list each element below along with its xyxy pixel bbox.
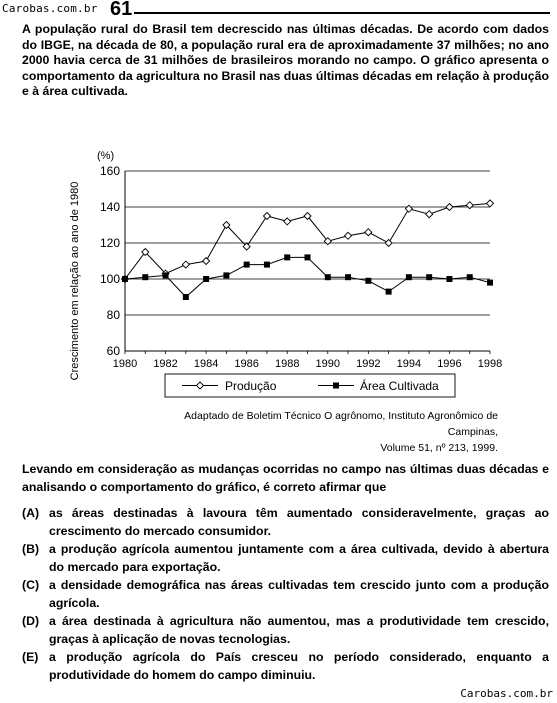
point-area-cultivada <box>264 262 270 268</box>
point-area-cultivada <box>284 254 290 260</box>
point-producao <box>284 218 291 225</box>
x-tick-label: 1986 <box>234 358 259 370</box>
line-chart <box>60 140 510 410</box>
point-area-cultivada <box>467 274 473 280</box>
point-area-cultivada <box>446 276 452 282</box>
source-line-1: Adaptado de Boletim Técnico O agrônomo, Instituto Agronômico de Campinas, <box>184 410 498 438</box>
point-area-cultivada <box>345 274 351 280</box>
unit-label: (%) <box>97 150 115 162</box>
point-area-cultivada <box>365 278 371 284</box>
legend-label-area-cultivada: Área Cultivada <box>360 379 439 393</box>
chart-source <box>150 408 498 456</box>
option-letter: (B) <box>22 542 40 556</box>
point-area-cultivada <box>122 276 128 282</box>
option-e[interactable] <box>22 649 549 684</box>
y-axis-title: Crescimento em relação ao ano de 1980 <box>69 181 81 381</box>
site-watermark-top: Carobas.com.br <box>2 2 98 15</box>
options-list <box>22 505 549 685</box>
point-area-cultivada <box>487 280 493 286</box>
source-line-2: Volume 51, nº 213, 1999. <box>380 442 498 454</box>
intro-paragraph: A população rural do Brasil tem decrescido nas últimas décadas. De acordo com dados do IBGE, na década de 80, a população rural era de aproximadamente 37 milhões; no ano 2000 havia cerca de 31 milhões de brasileiros morando no campo. O gráfico apresenta o comportamento da agricultura no Brasil nas duas últimas décadas em relação à produção e à área cultivada. <box>22 22 549 99</box>
point-area-cultivada <box>386 289 392 295</box>
point-producao <box>203 258 210 265</box>
option-text: a produção agrícola do País cresceu no período considerado, enquanto a produtividade do homem do campo diminuiu. <box>49 650 549 682</box>
point-area-cultivada <box>244 262 250 268</box>
question-stem: Levando em consideração as mudanças ocorridas no campo nas últimas duas décadas e analisando o comportamento do gráfico, é correto afirmar que <box>22 462 549 494</box>
point-area-cultivada <box>183 294 189 300</box>
x-tick-label: 1982 <box>153 358 178 370</box>
point-area-cultivada <box>203 276 209 282</box>
point-producao <box>405 205 412 212</box>
option-text: a produção agrícola aumentou juntamente com a área cultivada, devido à abertura do mercado para exportação. <box>49 542 549 574</box>
point-area-cultivada <box>223 272 229 278</box>
y-tick-label: 80 <box>106 308 120 322</box>
x-tick-label: 1990 <box>315 358 341 370</box>
point-producao <box>385 240 392 247</box>
x-tick-label: 1988 <box>274 358 300 370</box>
y-tick-label: 160 <box>99 164 120 178</box>
point-producao <box>365 229 372 236</box>
x-tick-label: 1998 <box>477 358 503 370</box>
y-tick-label: 140 <box>99 200 120 214</box>
option-d[interactable] <box>22 613 549 648</box>
y-tick-label: 100 <box>99 272 120 286</box>
point-producao <box>426 211 433 218</box>
point-area-cultivada <box>163 272 169 278</box>
option-text: a densidade demográfica nas áreas cultivadas tem crescido junto com a produção agrícola. <box>49 578 549 610</box>
point-producao <box>182 261 189 268</box>
option-text: as áreas destinadas à lavoura têm aumentado consideravelmente, graças ao crescimento do mercado consumidor. <box>49 506 549 538</box>
option-letter: (E) <box>22 650 39 664</box>
point-producao <box>345 232 352 239</box>
point-producao <box>466 202 473 209</box>
legend-marker-area-cultivada <box>333 383 339 389</box>
option-letter: (C) <box>22 578 40 592</box>
site-watermark-bottom: Carobas.com.br <box>460 687 553 700</box>
point-producao <box>446 204 453 211</box>
option-letter: (D) <box>22 614 40 628</box>
series-line-area-cultivada <box>125 257 490 297</box>
x-tick-label: 1980 <box>112 358 138 370</box>
point-area-cultivada <box>325 274 331 280</box>
option-b[interactable] <box>22 541 549 576</box>
legend-label-producao: Produção <box>225 379 277 393</box>
chart-container <box>60 140 510 410</box>
option-c[interactable] <box>22 577 549 612</box>
header-rule <box>134 12 550 14</box>
x-tick-label: 1992 <box>356 358 381 370</box>
y-tick-label: 60 <box>106 344 120 358</box>
point-producao <box>263 213 270 220</box>
point-area-cultivada <box>305 254 311 260</box>
question-number: 61 <box>110 0 133 20</box>
option-a[interactable] <box>22 505 549 540</box>
x-tick-label: 1994 <box>396 358 422 370</box>
point-area-cultivada <box>406 274 412 280</box>
x-tick-label: 1996 <box>437 358 462 370</box>
option-letter: (A) <box>22 506 40 520</box>
option-text: a área destinada à agricultura não aumentou, mas a produtividade tem crescido, graças à aplicação de novas tecnologias. <box>49 614 549 646</box>
x-tick-label: 1984 <box>193 358 219 370</box>
y-tick-label: 120 <box>99 236 120 250</box>
point-producao <box>487 200 494 207</box>
point-area-cultivada <box>142 274 148 280</box>
point-area-cultivada <box>426 274 432 280</box>
